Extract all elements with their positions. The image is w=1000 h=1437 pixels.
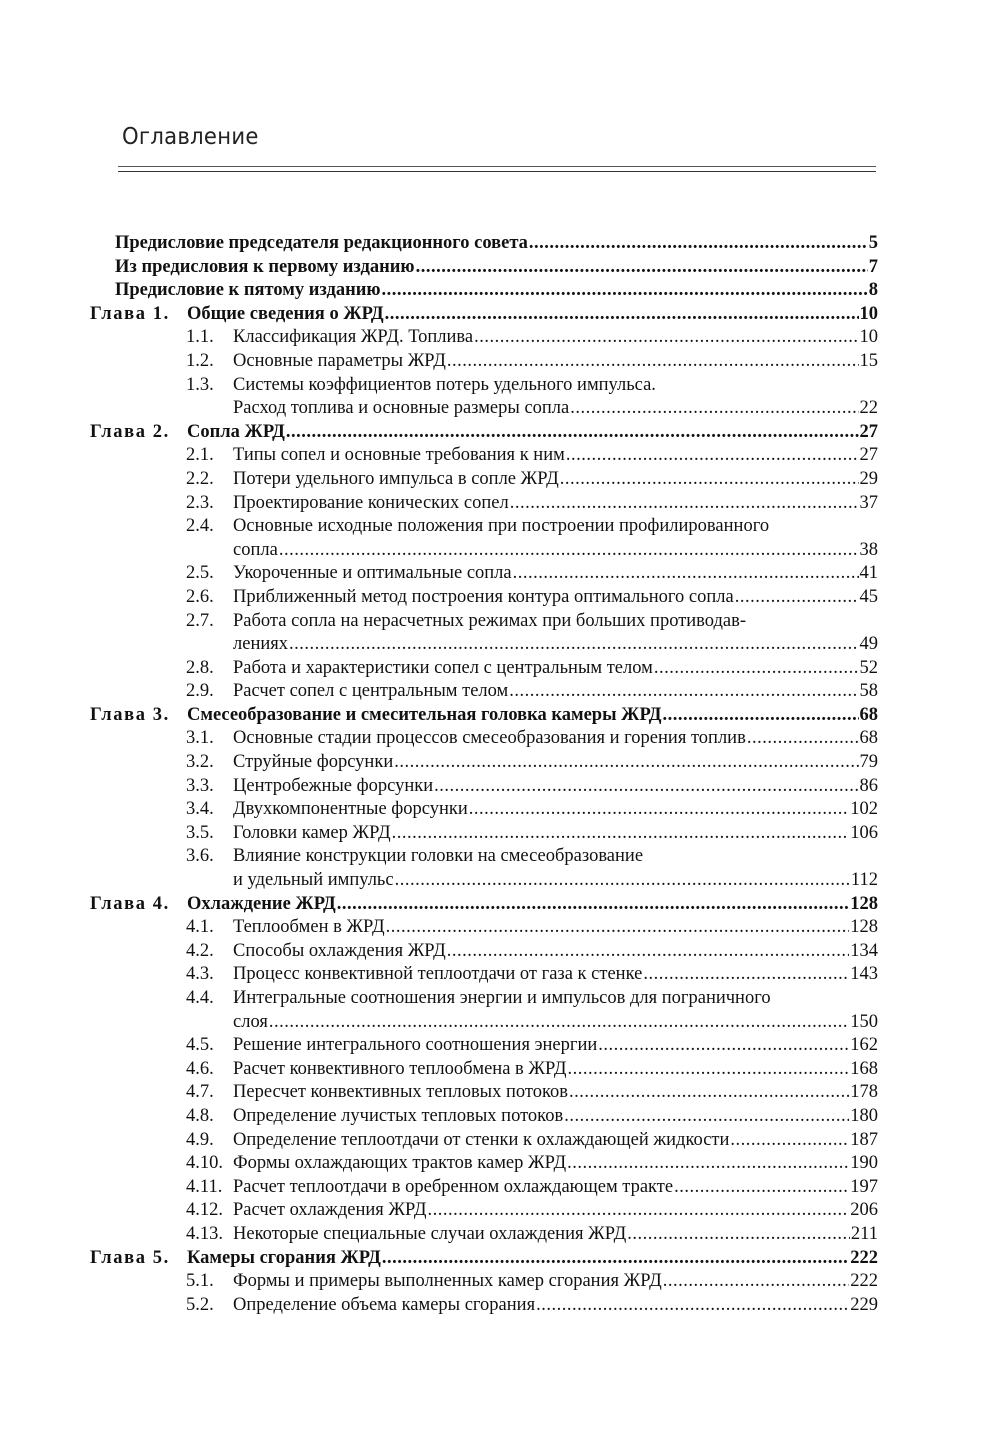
page-number: 190 [850,1153,878,1174]
section-title: Интегральные соотношения энергии и импульсов для пограничного [233,988,771,1008]
toc-line [115,279,878,303]
toc-line [233,1270,878,1294]
toc-line [233,633,878,657]
dot-leader [279,539,859,563]
section-entry-row[interactable] [0,586,1000,610]
section-entry-row[interactable] [0,1081,1000,1105]
page-number: 58 [859,681,878,702]
section-number: 3.1. [186,728,214,749]
section-number: 2.9. [186,681,214,702]
page-number: 180 [850,1105,878,1126]
section-title: Струйные форсунки [233,752,394,773]
dot-leader [286,421,859,445]
dot-leader [513,562,859,586]
page-number: 168 [850,1058,878,1079]
toc-line [187,303,878,327]
front-entry-row[interactable] [0,256,1000,280]
section-number: 1.3. [186,374,214,395]
dot-leader [747,727,859,751]
section-title: Некоторые специальные случаи охлаждения ЖРД [233,1223,627,1244]
page-number: 112 [850,870,878,891]
section-number: 1.2. [186,350,214,371]
dot-leader [566,444,859,468]
dot-leader [509,680,858,704]
title-rule-top [118,166,876,167]
chapter-entry-row[interactable] [0,1247,1000,1271]
page-number: 211 [850,1223,878,1244]
dot-leader [289,633,858,657]
section-number: 4.7. [186,1082,214,1103]
section-title: Основные стадии процессов смесеобразования и горения топлив [233,728,746,749]
page-number: 45 [859,586,878,607]
dot-leader [427,1199,849,1223]
section-number: 4.1. [186,917,214,938]
section-title: Основные параметры ЖРД [233,350,446,371]
section-entry-row[interactable] [0,1105,1000,1129]
chapter-entry-row[interactable] [0,303,1000,327]
section-title: Расчет охлаждения ЖРД [233,1200,427,1221]
front-entry-row[interactable] [0,232,1000,256]
section-number: 3.6. [186,846,214,867]
toc-line [233,1105,878,1129]
section-number: 3.3. [186,775,214,796]
page-number: 162 [850,1035,878,1056]
chapter-title: Смесеобразование и смесительная головка камеры ЖРД [187,704,662,725]
chapter-number: Глава 5. [90,1247,170,1268]
toc-line [233,751,878,775]
section-entry-row[interactable] [0,350,1000,374]
section-title: Расчет теплоотдачи в оребренном охлаждающем тракте [233,1176,674,1197]
page-number: 222 [850,1271,878,1292]
toc-line [233,1176,878,1200]
section-title: Пересчет конвективных тепловых потоков [233,1082,569,1103]
page-number: 102 [850,799,878,820]
dot-leader [382,1247,849,1271]
page-number: 68 [859,728,878,749]
section-entry-row[interactable] [0,963,1000,987]
toc-line [233,326,878,350]
section-entry-row[interactable] [0,1129,1000,1153]
section-entry-row[interactable] [0,1152,1000,1176]
section-entry-row[interactable] [0,1011,1000,1035]
section-number: 3.5. [186,822,214,843]
section-entry-row[interactable] [0,444,1000,468]
toc-line [233,492,878,516]
section-number: 4.6. [186,1058,214,1079]
dot-leader [567,1152,849,1176]
dot-leader [735,586,859,610]
toc-line [115,256,878,280]
section-entry-row[interactable] [0,492,1000,516]
section-title: Формы охлаждающих трактов камер ЖРД [233,1153,567,1174]
section-title: Приближенный метод построения контура оптимального сопла [233,586,734,607]
toc-line [233,539,878,563]
section-entry-row[interactable] [0,657,1000,681]
section-entry-row[interactable] [0,1199,1000,1223]
page-number: 38 [859,539,878,560]
section-title: Теплообмен в ЖРД [233,917,385,938]
dot-leader [536,1294,849,1318]
toc-title: Оглавление [122,124,259,150]
toc-line [233,916,878,940]
section-entry-row[interactable] [0,374,1000,398]
section-title: Решение интегрального соотношения энергии [233,1035,598,1056]
section-entry-row[interactable] [0,1176,1000,1200]
page-number: 10 [859,303,878,324]
page-number: 37 [859,492,878,513]
section-number: 4.9. [186,1129,214,1150]
section-entry-row[interactable] [0,610,1000,634]
section-number: 2.6. [186,586,214,607]
table-of-contents [0,232,1000,1317]
section-title: Формы и примеры выполненных камер сгорания ЖРД [233,1271,662,1292]
section-title: Определение объема камеры сгорания [233,1294,536,1315]
section-entry-row[interactable] [0,775,1000,799]
section-number: 4.11. [186,1176,223,1197]
page-number: 29 [859,468,878,489]
chapter-number: Глава 3. [90,704,170,725]
toc-line [233,397,878,421]
section-entry-row[interactable] [0,798,1000,822]
page-number: 27 [859,445,878,466]
section-entry-row[interactable] [0,727,1000,751]
section-title: лениях [233,634,289,655]
page-number: 143 [850,964,878,985]
toc-line [187,421,878,445]
toc-line [233,1034,878,1058]
toc-line [233,822,878,846]
chapter-title: Охлаждение ЖРД [187,893,336,914]
dot-leader [474,326,858,350]
toc-line [233,1011,878,1035]
toc-line [233,940,878,964]
section-entry-row[interactable] [0,987,1000,1011]
section-title: Процесс конвективной теплоотдачи от газа к стенке [233,964,643,985]
section-entry-row[interactable] [0,468,1000,492]
section-entry-row[interactable] [0,680,1000,704]
section-entry-row[interactable] [0,869,1000,893]
section-title: Центробежные форсунки [233,775,434,796]
section-number: 4.10. [186,1153,223,1174]
front-title: Из предисловия к первому изданию [115,256,415,277]
toc-line [233,963,878,987]
toc-line [233,562,878,586]
dot-leader [416,256,868,280]
section-title: Типы сопел и основные требования к ним [233,445,565,466]
section-title: Системы коэффициентов потерь удельного импульса. [233,374,656,395]
section-title: Расчет сопел с центральным телом [233,681,509,702]
dot-leader [654,657,859,681]
toc-line [233,444,878,468]
dot-leader [382,279,868,303]
page-number: 22 [859,398,878,419]
section-number: 2.4. [186,516,214,537]
page-number: 150 [850,1011,878,1032]
toc-line [233,680,878,704]
page-number: 197 [850,1176,878,1197]
toc-line [233,727,878,751]
page-number: 10 [859,327,878,348]
dot-leader [395,869,850,893]
page-number: 178 [850,1082,878,1103]
dot-leader [663,704,859,728]
section-title: Способы охлаждения ЖРД [233,940,446,961]
dot-leader [386,916,850,940]
dot-leader [570,397,858,421]
section-title: Проектирование конических сопел [233,492,509,513]
page-number: 229 [850,1294,878,1315]
dot-leader [627,1223,850,1247]
toc-line [233,1129,878,1153]
section-number: 4.12. [186,1200,223,1221]
front-title: Предисловие к пятому изданию [115,280,381,301]
chapter-title: Сопла ЖРД [187,421,285,442]
front-title: Предисловие председателя редакционного совета [115,233,528,253]
section-entry-row[interactable] [0,1034,1000,1058]
dot-leader [674,1176,849,1200]
dot-leader [394,751,858,775]
section-number: 4.2. [186,940,214,961]
section-title: Расход топлива и основные размеры сопла [233,398,570,419]
section-number: 5.1. [186,1271,214,1292]
section-number: 3.4. [186,799,214,820]
toc-line [233,1058,878,1082]
section-number: 2.5. [186,563,214,584]
toc-line [233,657,878,681]
toc-line [187,704,878,728]
toc-line [233,869,878,893]
toc-line [233,1152,878,1176]
section-number: 4.4. [186,988,214,1008]
dot-leader [269,1011,849,1035]
dot-leader [447,350,859,374]
page-number: 49 [859,634,878,655]
section-number: 3.2. [186,752,214,773]
section-entry-row[interactable] [0,751,1000,775]
section-number: 5.2. [186,1294,214,1315]
section-title: сопла [233,539,278,560]
chapter-title: Общие сведения о ЖРД [187,303,384,324]
section-entry-row[interactable] [0,1294,1000,1318]
section-number: 2.2. [186,468,214,489]
section-entry-row[interactable] [0,845,1000,869]
title-rule-bottom [118,171,876,172]
section-entry-row[interactable] [0,822,1000,846]
section-entry-row[interactable] [0,633,1000,657]
dot-leader [663,1270,850,1294]
section-title: Основные исходные положения при построении профилированного [233,516,770,537]
section-entry-row[interactable] [0,539,1000,563]
page-number: 128 [850,917,878,938]
dot-leader [569,1081,849,1105]
section-entry-row[interactable] [0,916,1000,940]
chapter-entry-row[interactable] [0,421,1000,445]
toc-line [115,232,878,256]
section-number: 4.13. [186,1223,223,1244]
section-title: Влияние конструкции головки на смесеобразование [233,846,644,867]
dot-leader [385,303,859,327]
dot-leader [564,1105,849,1129]
section-number: 2.3. [186,492,214,513]
section-title: Потери удельного импульса в сопле ЖРД [233,468,559,489]
dot-leader [560,468,859,492]
section-entry-row[interactable] [0,1058,1000,1082]
page-number: 187 [850,1129,878,1150]
toc-line [233,1294,878,1318]
section-title: Классификация ЖРД. Топлива [233,327,474,348]
section-number: 2.7. [186,610,214,631]
section-entry-row[interactable] [0,397,1000,421]
page-number: 134 [850,940,878,961]
section-number: 4.5. [186,1035,214,1056]
page-number: 222 [850,1247,878,1268]
section-number: 4.3. [186,964,214,985]
section-title: Работа и характеристики сопел с центральным телом [233,657,653,678]
section-entry-row[interactable] [0,326,1000,350]
page-number: 5 [868,233,878,253]
toc-line [233,775,878,799]
section-entry-row[interactable] [0,1270,1000,1294]
toc-line [233,1081,878,1105]
page-number: 106 [850,822,878,843]
section-entry-row[interactable] [0,1223,1000,1247]
chapter-entry-row[interactable] [0,893,1000,917]
section-title: Укороченные и оптимальные сопла [233,563,512,584]
page-number: 8 [868,280,878,301]
dot-leader [568,1058,850,1082]
chapter-number: Глава 1. [90,303,170,324]
section-title: Головки камер ЖРД [233,822,391,843]
section-title: слоя [233,1011,268,1032]
front-entry-row[interactable] [0,279,1000,303]
dot-leader [510,492,859,516]
chapter-title: Камеры сгорания ЖРД [187,1247,381,1268]
section-title: Двухкомпонентные форсунки [233,799,468,820]
section-title: и удельный импульс [233,870,394,891]
dot-leader [643,963,849,987]
chapter-entry-row[interactable] [0,704,1000,728]
section-entry-row[interactable] [0,515,1000,539]
page-number: 206 [850,1200,878,1221]
section-entry-row[interactable] [0,562,1000,586]
page-number: 7 [868,256,878,277]
section-number: 2.1. [186,445,214,466]
chapter-number: Глава 2. [90,421,170,442]
section-title: Определение лучистых тепловых потоков [233,1105,564,1126]
toc-line [233,1199,878,1223]
toc-line [233,798,878,822]
section-title: Расчет конвективного теплообмена в ЖРД [233,1058,567,1079]
dot-leader [469,798,849,822]
dot-leader [447,940,849,964]
dot-leader [434,775,858,799]
page-number: 86 [859,775,878,796]
toc-line [233,1223,878,1247]
page-number: 68 [859,704,878,725]
section-number: 1.1. [186,327,214,348]
toc-line [233,350,878,374]
page-number: 15 [859,350,878,371]
section-entry-row[interactable] [0,940,1000,964]
dot-leader [730,1129,849,1153]
toc-line [233,468,878,492]
chapter-number: Глава 4. [90,893,170,914]
page-number: 41 [859,563,878,584]
page-number: 79 [859,752,878,773]
dot-leader [337,893,850,917]
section-title: Определение теплоотдачи от стенки к охлаждающей жидкости [233,1129,730,1150]
page-number: 128 [850,893,878,914]
dot-leader [598,1034,849,1058]
dot-leader [392,822,850,846]
dot-leader [529,232,868,256]
toc-line [233,586,878,610]
toc-line [187,893,878,917]
section-number: 2.8. [186,657,214,678]
section-title: Работа сопла на нерасчетных режимах при больших противодав- [233,610,747,631]
section-number: 4.8. [186,1105,214,1126]
toc-line [187,1247,878,1271]
page-number: 52 [859,657,878,678]
page-number: 27 [859,421,878,442]
